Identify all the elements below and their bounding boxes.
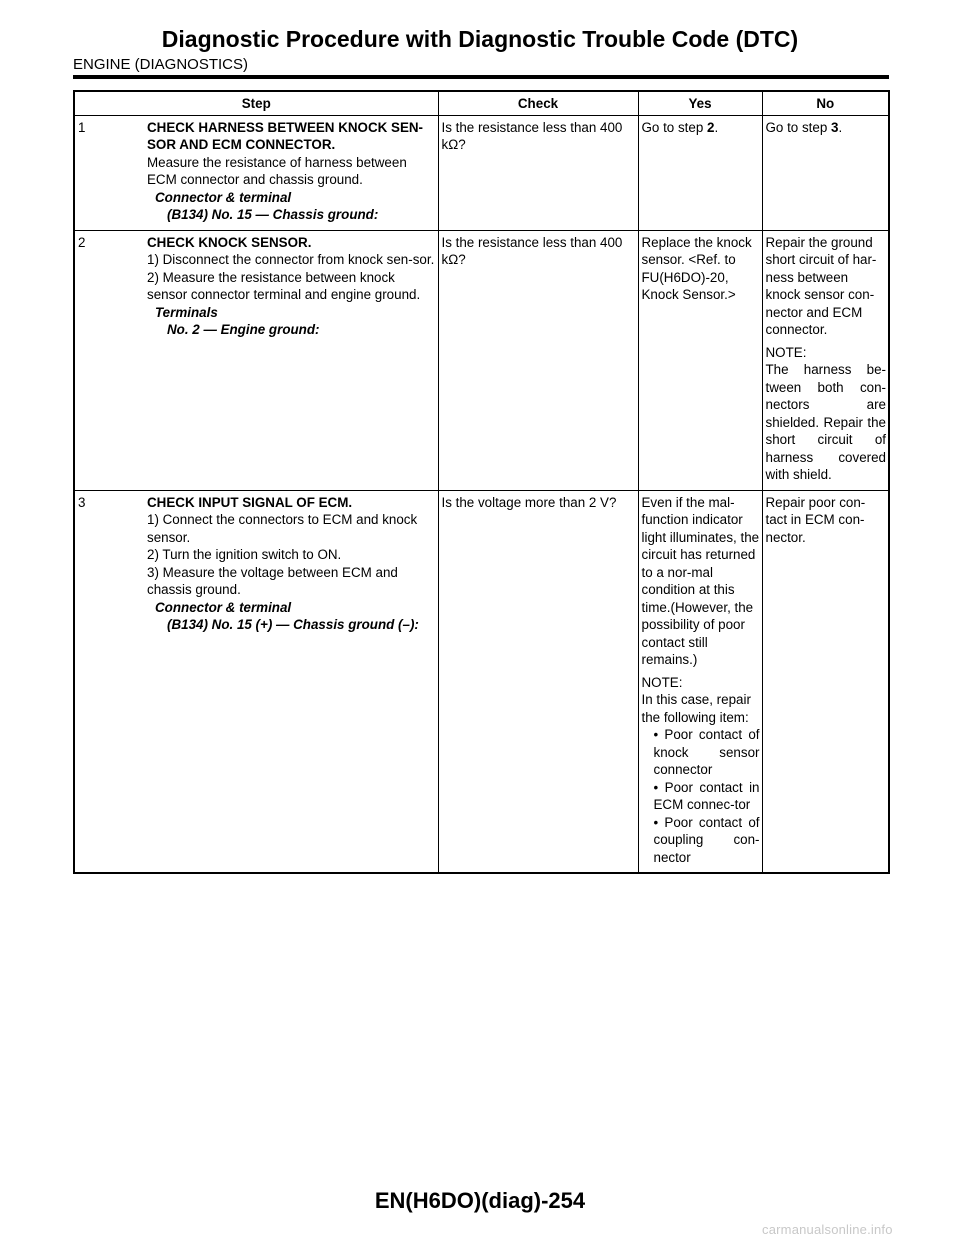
step-description <box>144 115 438 230</box>
step-number: 1 <box>74 115 144 230</box>
bullet-item: • Poor contact of coupling con-nector <box>653 814 760 865</box>
yes-cell: Even if the mal-function indicator light illuminates, the circuit has returned to a nor-mal condition at this time.(However, the possibility of poor contact still remains.) NOTE: In this case, repair the following item: • Poor contact of knock sensor connector • Poor contact in ECM connec-tor • Poor contact of coupling con-nector <box>638 490 762 873</box>
step-description <box>144 490 438 873</box>
column-header-check: Check <box>438 91 638 115</box>
check-cell: Is the resistance less than 400 kΩ? <box>438 115 638 230</box>
spec-value: (B134) No. 15 — Chassis ground: <box>167 207 379 222</box>
step-description <box>144 230 438 490</box>
step-instruction: 2) Measure the resistance between knock sensor connector terminal and engine ground. <box>147 269 421 302</box>
table-row <box>74 490 889 873</box>
no-cell: Repair poor con-tact in ECM con-nector. <box>762 490 889 873</box>
step-number: 3 <box>78 494 86 510</box>
spec-label: Terminals <box>155 304 218 320</box>
step-heading: CHECK HARNESS BETWEEN KNOCK SEN-SOR AND ECM CONNECTOR. <box>147 119 424 152</box>
table-row <box>74 230 889 490</box>
step-instruction: 1) Disconnect the connector from knock sen-sor. <box>147 252 435 267</box>
note-label: NOTE: <box>765 344 807 360</box>
header-divider <box>73 75 889 79</box>
note-label: NOTE: <box>641 674 683 690</box>
check-cell: Is the voltage more than 2 V? <box>438 490 638 873</box>
note-text: The harness be-tween both con-nectors are shielded. Repair the short circuit of harness covered with shield. <box>765 362 886 482</box>
yes-cell: Replace the knock sensor. <Ref. to FU(H6DO)-20, Knock Sensor.> <box>638 230 762 490</box>
watermark: carmanualsonline.info <box>762 1222 893 1237</box>
section-label: ENGINE (DIAGNOSTICS) <box>73 56 249 73</box>
diagnostic-table <box>73 90 890 874</box>
step-heading: CHECK KNOCK SENSOR. <box>147 234 312 250</box>
step-instruction: 1) Connect the connectors to ECM and knock sensor. <box>147 512 418 545</box>
step-instruction: 3) Measure the voltage between ECM and chassis ground. <box>147 564 398 597</box>
spec-value: (B134) No. 15 (+) — Chassis ground (–): <box>167 617 419 632</box>
spec-label: Connector & terminal <box>155 189 292 205</box>
no-cell: Go to step 3. <box>762 115 889 230</box>
step-link: 2 <box>707 119 715 135</box>
no-cell: Repair the ground short circuit of har-ness between knock sensor con-nector and ECM connector. NOTE: The harness be-tween both con-nectors are shielded. Repair the short circuit of harness covered with shield. <box>762 230 889 490</box>
spec-value: No. 2 — Engine ground: <box>167 322 320 337</box>
table-row <box>74 115 889 230</box>
step-heading: CHECK INPUT SIGNAL OF ECM. <box>147 494 353 510</box>
spec-label: Connector & terminal <box>155 599 292 615</box>
column-header-step: Step <box>74 91 438 115</box>
column-header-yes: Yes <box>638 91 762 115</box>
step-link: 3 <box>831 119 839 135</box>
note-text: In this case, repair the following item: <box>641 692 751 725</box>
step-instruction: 2) Turn the ignition switch to ON. <box>147 547 342 562</box>
bullet-item: • Poor contact in ECM connec-tor <box>653 779 760 812</box>
step-instruction: Measure the resistance of harness between ECM connector and chassis ground. <box>147 154 407 187</box>
check-cell: Is the resistance less than 400 kΩ? <box>438 230 638 490</box>
column-header-no: No <box>762 91 889 115</box>
yes-cell: Go to step 2. <box>638 115 762 230</box>
page-title: Diagnostic Procedure with Diagnostic Trouble Code (DTC) <box>161 26 799 52</box>
table-header-row <box>74 91 889 115</box>
page-code: EN(H6DO)(diag)-254 <box>374 1188 586 1213</box>
step-number: 2 <box>74 230 144 490</box>
bullet-item: • Poor contact of knock sensor connector <box>653 727 760 777</box>
